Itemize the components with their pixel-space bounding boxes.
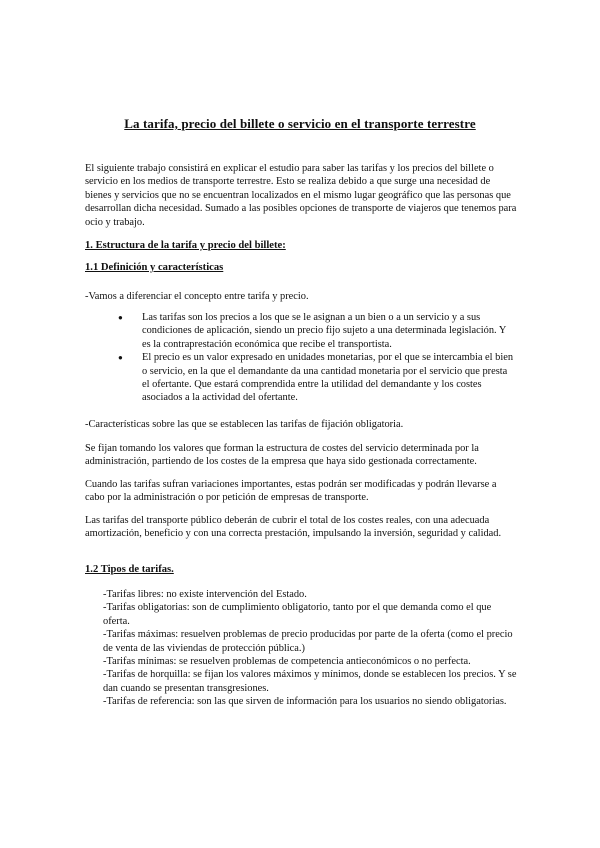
bullet-icon: ● [118, 313, 123, 322]
paragraph-public-transport: Las tarifas del transporte público deberán de cubrir el total de los costes reales, con una adecuada amortización, beneficio y con una correcta prestación, impulsando la inversión, seguridad y calidad. [85, 515, 502, 540]
section-heading-1-2: 1.2 Tipos de tarifas. [85, 564, 174, 575]
definition-bullet-list [85, 311, 517, 405]
list-item: -Tarifas mínimas: se resuelven problemas de competencia antieconómicos o no perfecta. [103, 656, 471, 668]
list-item: -Tarifas de horquilla: se fijan los valores máximos y mínimos, donde se establecen los precios. Y se dan cuando se presentan transgresiones. [103, 669, 517, 694]
list-item [85, 351, 517, 405]
section-heading-1: 1. Estructura de la tarifa y precio del billete: [85, 240, 286, 251]
list-item: -Tarifas libres: no existe intervención del Estado. [103, 589, 307, 600]
intro-paragraph: El siguiente trabajo consistirá en explicar el estudio para saber las tarifas y los precios del billete o servicio en los medios de transporte terrestre. Esto se realiza debido a que surge una necesidad de bienes y servicios que no se encuentran localizados en el mismo lugar geográfico que las personas que desarrollan dicha necesidad. Sumado a las posibles opciones de transporte de viajeros que tenemos para ocio y trabajo. [85, 163, 517, 228]
diff-intro: -Vamos a diferenciar el concepto entre tarifa y precio. [85, 291, 309, 302]
bullet-text: El precio es un valor expresado en unidades monetarias, por el que se intercambia el bien o servicio, en la que el demandante da una cantidad monetaria por el servicio que presta el ofertante. Que estará comprendida entre la utilidad del demandante y los costes asociados a la actividad del ofertante. [142, 352, 514, 404]
characteristics-intro: -Características sobre las que se establecen las tarifas de fijación obligatoria. [85, 419, 404, 430]
list-item [85, 311, 517, 351]
section-heading-1-1: 1.1 Definición y características [85, 262, 224, 273]
paragraph-variations: Cuando las tarifas sufran variaciones importantes, estas podrán ser modificadas y podrán llevarse a cabo por la administración o por petición de empresas de transporte. [85, 479, 497, 504]
list-item: -Tarifas máximas: resuelven problemas de precio producidas por parte de la oferta (como el precio de venta de las viviendas de protección pública.) [103, 629, 513, 654]
document-title: La tarifa, precio del billete o servicio en el transporte terrestre [124, 116, 476, 131]
list-item: -Tarifas obligatorias: son de cumplimiento obligatorio, tanto por el que demanda como el que oferta. [103, 602, 492, 627]
bullet-icon: ● [118, 353, 123, 363]
list-item: -Tarifas de referencia: son las que sirven de información para los usuarios no siendo obligatorias. [103, 696, 507, 708]
paragraph-costs: Se fijan tomando los valores que forman la estructura de costes del servicio determinada por la administración, partiendo de los costes de la empresa que haya sido gestionada correctamente. [85, 443, 479, 468]
tariff-types-list [103, 588, 517, 709]
bullet-text: Las tarifas son los precios a los que se le asignan a un bien o a un servicio y a sus condiciones de aplicación, siendo un precio fijo sujeto a una determinada legislación. Y es la contraprestación económica que recibe el transportista. [142, 312, 506, 350]
